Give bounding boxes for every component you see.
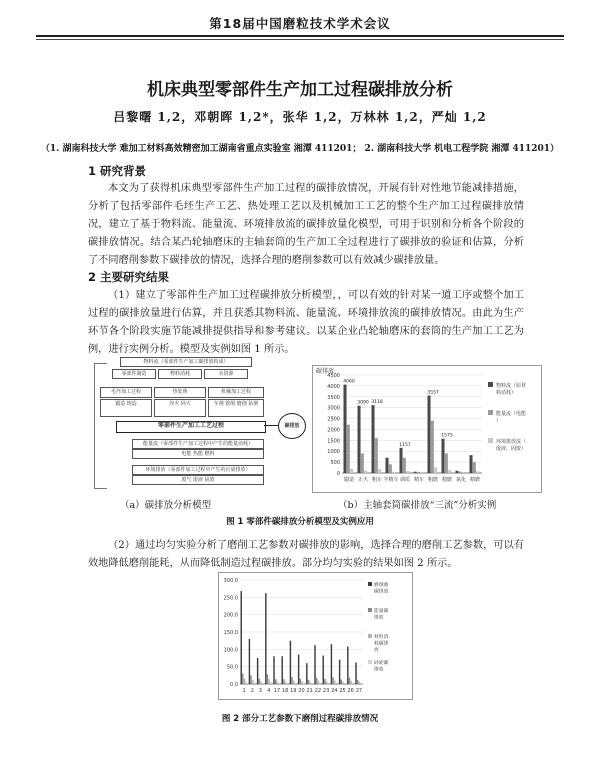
chart-1-ytick: 4500 bbox=[327, 373, 340, 379]
machining-items: 车削 铣削 磨削 钻削 bbox=[208, 399, 264, 417]
chart-2-bar bbox=[359, 682, 360, 684]
chart-2-bar bbox=[250, 675, 251, 684]
chart-2-bar bbox=[277, 682, 278, 684]
chart-1-bar bbox=[456, 471, 459, 473]
chart-1-bar bbox=[389, 464, 392, 473]
chart-2-bar bbox=[347, 647, 348, 684]
chart-2-bar bbox=[300, 679, 301, 684]
header-rule-thin bbox=[36, 39, 564, 40]
chart-1-bar bbox=[459, 472, 462, 473]
chart-1-xtick: 精车 bbox=[413, 477, 425, 483]
chart-1-data-label: 3090 bbox=[357, 400, 369, 406]
chart-1-xtick: 半精车 bbox=[383, 477, 399, 483]
chart-1-legend-swatch bbox=[488, 410, 493, 415]
chart-1-xtick: 调质 bbox=[399, 477, 411, 483]
chart-2-bar bbox=[273, 656, 274, 684]
chart-2-xtick: 25 bbox=[339, 688, 346, 694]
chart-1-bar bbox=[414, 472, 417, 473]
section-1-paragraph: 本文为了获得机床典型零部件生产加工过程的碳排放情况，开展有针对性地节能减排措施，分析了包括零部件毛坯生产工艺、热处理工艺以及机械加工工艺的整个生产加工过程碳排放情况，建立了基于物料流、能量流、环境排放流的碳排放量化模型，可用于识别和分析各个阶段的碳排放情况。结合某凸轮轴磨床的主轴套筒的生产加工全过程进行了碳排放的验证和估算，分析了不同磨削参数下碳排放的情况，选择合理的磨削参数可以有效减少碳排放量。 bbox=[88, 183, 524, 266]
chart-2-ytick: 150.0 bbox=[223, 630, 238, 636]
chart-2-bar bbox=[282, 656, 283, 684]
chart-1-bar bbox=[350, 469, 353, 473]
chart-1-bar bbox=[406, 471, 409, 473]
chart-2-bar bbox=[350, 681, 351, 684]
chart-1-xtick: 锻造 bbox=[343, 477, 355, 483]
chart-2-bar bbox=[275, 679, 276, 684]
figure-1b-caption: （b）主轴套筒碳排放“三流”分析实例 bbox=[338, 500, 497, 511]
chart-1-bar bbox=[403, 458, 406, 473]
chart-1-ytick: 1500 bbox=[327, 438, 340, 445]
chart-2-bar bbox=[290, 641, 291, 684]
chart-1-bar bbox=[462, 472, 465, 473]
chart-1-bar bbox=[473, 462, 476, 473]
chart-1-ytick: 0 bbox=[336, 471, 340, 477]
chart-2-bar bbox=[291, 677, 292, 684]
chart-1-ytick: 2000 bbox=[327, 427, 340, 434]
chart-2-bar bbox=[357, 680, 358, 684]
feedback-bracket bbox=[94, 363, 107, 489]
chart-1-bar bbox=[445, 453, 448, 473]
chart-1-bar bbox=[372, 405, 375, 473]
chart-1-ytick: 3500 bbox=[327, 394, 340, 401]
chart-2-bar bbox=[306, 663, 307, 684]
chart-2-bar bbox=[303, 683, 304, 684]
energy-items: 电能 热能 燃料 bbox=[132, 449, 264, 459]
chart-2-bar bbox=[344, 683, 345, 684]
chart-1-bar bbox=[400, 448, 403, 473]
chart-2-bar bbox=[267, 674, 268, 684]
material-flow-box: 物料流（零部件生产加工碳排放构成） bbox=[120, 357, 252, 367]
chart-2-legend-label: 砂轮碳排放 bbox=[374, 661, 389, 673]
chart-1-bar bbox=[386, 458, 389, 473]
process-bar: 零部件生产加工工艺过程 bbox=[116, 421, 266, 433]
machining-box: 机械加工过程 bbox=[208, 387, 264, 398]
chart-2-bar bbox=[319, 682, 320, 684]
chart-2-bar bbox=[249, 639, 250, 684]
chart-1-ytick: 2500 bbox=[327, 416, 340, 423]
chart-2-xtick: 23 bbox=[322, 688, 330, 694]
figure-1-caption: 图 1 零部件碳排放分析模型及实例应用 bbox=[226, 517, 374, 527]
section-2-heading: 2 主要研究结果 bbox=[88, 270, 170, 284]
chart-2-ytick: 100.0 bbox=[223, 647, 238, 654]
chart-1-xtick: 粗磨 bbox=[427, 477, 439, 483]
chart-1-legend-label: 环境排放流（废液、固废） bbox=[496, 439, 527, 452]
author-list: 吕黎曙 1,2，邓朝晖 1,2*，张华 1,2，万林林 1,2，严灿 1,2 bbox=[113, 110, 487, 124]
chart-2-ytick: 0.0 bbox=[230, 682, 238, 688]
chart-2-bar bbox=[242, 674, 243, 684]
chart-1-bar bbox=[392, 472, 395, 473]
chart-1-bar bbox=[428, 396, 431, 473]
chart-1-data-label: 3118 bbox=[371, 400, 383, 406]
chart-2-svg bbox=[218, 572, 413, 700]
chart-1-bar bbox=[378, 469, 381, 473]
chart-2-bar bbox=[278, 683, 279, 684]
chart-2-bar bbox=[349, 678, 350, 684]
paper-title: 机床典型零部件生产加工过程碳排放分析 bbox=[147, 80, 453, 100]
chart-1-bar bbox=[344, 385, 347, 473]
chart-1-legend-swatch bbox=[488, 438, 493, 443]
carbon-emission-circle: 碳排放 bbox=[278, 413, 306, 439]
chart-2-bar bbox=[298, 655, 299, 684]
chart-1-bar bbox=[347, 425, 350, 473]
figure-2-chart bbox=[218, 572, 413, 700]
chart-2-bar bbox=[293, 681, 294, 684]
header-rule bbox=[36, 35, 564, 37]
energy-flow-box: 能量流（零部件生产加工过程中产生的能量消耗） bbox=[132, 439, 264, 449]
environment-box: 环境排放（零部件加工过程中产生的污染排放） bbox=[132, 465, 264, 475]
chart-2-bar bbox=[334, 681, 335, 684]
chart-1-data-label: 1157 bbox=[399, 442, 411, 448]
chart-2-bar bbox=[360, 683, 361, 684]
chart-2-bar bbox=[332, 677, 333, 684]
chart-2-legend-swatch bbox=[368, 660, 372, 664]
chart-1-bar bbox=[375, 438, 378, 473]
chart-2-bar bbox=[311, 683, 312, 684]
chart-1-ylabel: 碳排放 bbox=[316, 368, 335, 375]
chart-2-bar bbox=[308, 680, 309, 684]
chart-2-bar bbox=[342, 682, 343, 684]
chart-1-ytick: 500 bbox=[330, 460, 340, 467]
chart-2-bar bbox=[318, 681, 319, 684]
chart-2-xtick: 21 bbox=[306, 688, 313, 694]
section-2-paragraph: （1）建立了零部件生产加工过程碳排放分析模型，，可以有效的针对某一道工序或整个加工过程的碳排放量进行估算，并且获悉其物料流、能量流、环境排放流的碳排放情况。由此为生产环节各个阶段实施节能减排提供指导和参考建议。以某企业凸轮轴磨床的套筒的生产加工工艺为例，进行实例分析。模型及实例如图 1 所示。 bbox=[88, 290, 524, 355]
chart-1-bar bbox=[448, 470, 451, 473]
chart-1-bar bbox=[442, 439, 445, 473]
chart-2-legend-swatch bbox=[368, 634, 372, 638]
chart-2-bar bbox=[301, 681, 302, 684]
chart-2-xtick: 26 bbox=[347, 688, 354, 694]
chart-2-xtick: 1 bbox=[242, 688, 246, 694]
chart-1-data-label: 3557 bbox=[427, 390, 439, 396]
chart-2-bar bbox=[316, 678, 317, 684]
chart-2-ytick: 200.0 bbox=[223, 612, 238, 619]
chart-2-bar bbox=[257, 658, 258, 684]
chart-1-xtick: 粗车 bbox=[371, 477, 383, 483]
chart-1-bar bbox=[417, 472, 420, 473]
chart-2-legend-swatch bbox=[368, 608, 372, 612]
chart-2-bar bbox=[245, 681, 246, 684]
chart-1-bar bbox=[358, 406, 361, 473]
chart-2-bar bbox=[295, 682, 296, 684]
blank-items: 锻造 铸造 bbox=[100, 399, 152, 417]
chart-1-bar bbox=[364, 470, 367, 473]
affiliation: （1. 湖南科技大学 难加工材料高效精密加工湖南省重点实验室 湘潭 411201； 2. 湖南科技大学 机电工程学院 湘潭 411201） bbox=[40, 144, 560, 154]
chart-2-xtick: 20 bbox=[298, 688, 305, 694]
chart-1-ytick: 3000 bbox=[327, 405, 340, 412]
chart-1-bar bbox=[431, 421, 434, 473]
chart-2-legend-label: 能量碳排放 bbox=[374, 609, 389, 621]
chart-2-legend-label: 材料消耗碳排放 bbox=[374, 635, 389, 653]
conference-header: 第18届中国磨粒技术学术会议 bbox=[209, 16, 391, 31]
chart-2-bar bbox=[309, 682, 310, 684]
figure-1a-caption: （a）碳排放分析模型 bbox=[120, 500, 212, 511]
chart-2-bar bbox=[285, 682, 286, 684]
chart-1-xtick: 氮化 bbox=[455, 477, 467, 483]
chart-2-bar bbox=[259, 679, 260, 684]
section-1-heading: 1 研究背景 bbox=[88, 164, 147, 178]
chart-2-bar bbox=[286, 683, 287, 684]
chart-2-bar bbox=[355, 663, 356, 684]
chart-1-bar bbox=[470, 455, 473, 473]
chart-2-xtick: 19 bbox=[290, 688, 297, 694]
chart-1-data-label: 4060 bbox=[343, 379, 355, 385]
blank-process-box: 毛坯加工过程 bbox=[100, 387, 152, 398]
chart-2-bar bbox=[336, 682, 337, 684]
chart-2-bar bbox=[283, 679, 284, 684]
chart-2-bar bbox=[324, 679, 325, 684]
chart-2-bar bbox=[352, 682, 353, 684]
chart-2-ytick: 250.0 bbox=[223, 595, 238, 602]
chart-2-bar bbox=[244, 679, 245, 684]
figure-1b-chart bbox=[312, 365, 542, 493]
chart-1-xtick: 精磨 bbox=[469, 477, 481, 483]
chart-2-bar bbox=[262, 683, 263, 684]
chart-2-bar bbox=[270, 682, 271, 684]
chart-1-xtick: 精磨 bbox=[441, 477, 453, 483]
chart-2-xtick: 24 bbox=[331, 688, 338, 694]
chart-2-bar bbox=[260, 681, 261, 684]
chart-2-xtick: 4 bbox=[267, 688, 271, 694]
chart-1-bar bbox=[434, 467, 437, 473]
heat-treatment-box: 热处理 bbox=[154, 387, 206, 398]
chart-2-bar bbox=[326, 681, 327, 684]
chart-2-bar bbox=[254, 682, 255, 684]
chart-2-bar bbox=[341, 679, 342, 684]
chart-2-ytick: 50.0 bbox=[226, 664, 238, 671]
material-item-3: 水资源 bbox=[204, 369, 248, 379]
chart-2-legend-label: 磨削液碳排放 bbox=[374, 583, 389, 595]
figure-2-caption: 图 2 部分工艺参数下磨削过程碳排放情况 bbox=[221, 714, 379, 724]
chart-1-bar bbox=[361, 453, 364, 473]
chart-2-bar bbox=[265, 593, 266, 684]
chart-2-ytick: 300.0 bbox=[223, 578, 238, 584]
chart-1-xtick: 正火 bbox=[357, 477, 369, 483]
chart-2-xtick: 2 bbox=[250, 688, 254, 694]
chart-1-ytick: 1000 bbox=[327, 449, 340, 456]
figure-1a-diagram bbox=[92, 355, 312, 495]
chart-2-bar bbox=[339, 660, 340, 684]
chart-2-bar bbox=[314, 645, 315, 684]
environment-items: 废气 废液 固废 bbox=[132, 475, 264, 485]
chart-2-xtick: 27 bbox=[355, 688, 363, 694]
chart-2-bar bbox=[241, 591, 242, 684]
chart-2-xtick: 17 bbox=[273, 688, 281, 694]
chart-2-bar bbox=[252, 680, 253, 684]
chart-2-xtick: 22 bbox=[314, 688, 322, 694]
chart-1-svg bbox=[312, 365, 542, 493]
chart-2-xtick: 3 bbox=[258, 688, 263, 694]
chart-2-bar bbox=[268, 679, 269, 684]
section-2-paragraph-2: （2）通过均匀实验分析了磨削工艺参数对碳排放的影响，选择合理的磨削工艺参数，可以有效地降低磨削能耗，从而降低制造过程碳排放。部分均匀实验的结果如图 2 所示。 bbox=[88, 540, 524, 569]
material-item-1: 零部件制造 bbox=[112, 369, 156, 379]
chart-1-data-label: 1575 bbox=[441, 433, 453, 439]
chart-2-xtick: 18 bbox=[281, 688, 289, 694]
chart-1-legend-swatch bbox=[488, 382, 493, 387]
chart-2-bar bbox=[331, 644, 332, 684]
chart-2-bar bbox=[323, 656, 324, 684]
material-item-2: 物料消耗 bbox=[158, 369, 202, 379]
chart-1-legend-label: 能量流（电能） bbox=[496, 411, 527, 424]
chart-1-bar bbox=[476, 471, 479, 473]
chart-1-legend-label: 物料流（原材料消耗） bbox=[496, 383, 527, 396]
chart-1-ytick: 4000 bbox=[327, 383, 340, 390]
heat-items: 淬火 回火 bbox=[154, 399, 206, 417]
chart-1-bar bbox=[420, 472, 423, 473]
chart-2-legend-swatch bbox=[368, 582, 372, 586]
chart-2-bar bbox=[327, 683, 328, 684]
